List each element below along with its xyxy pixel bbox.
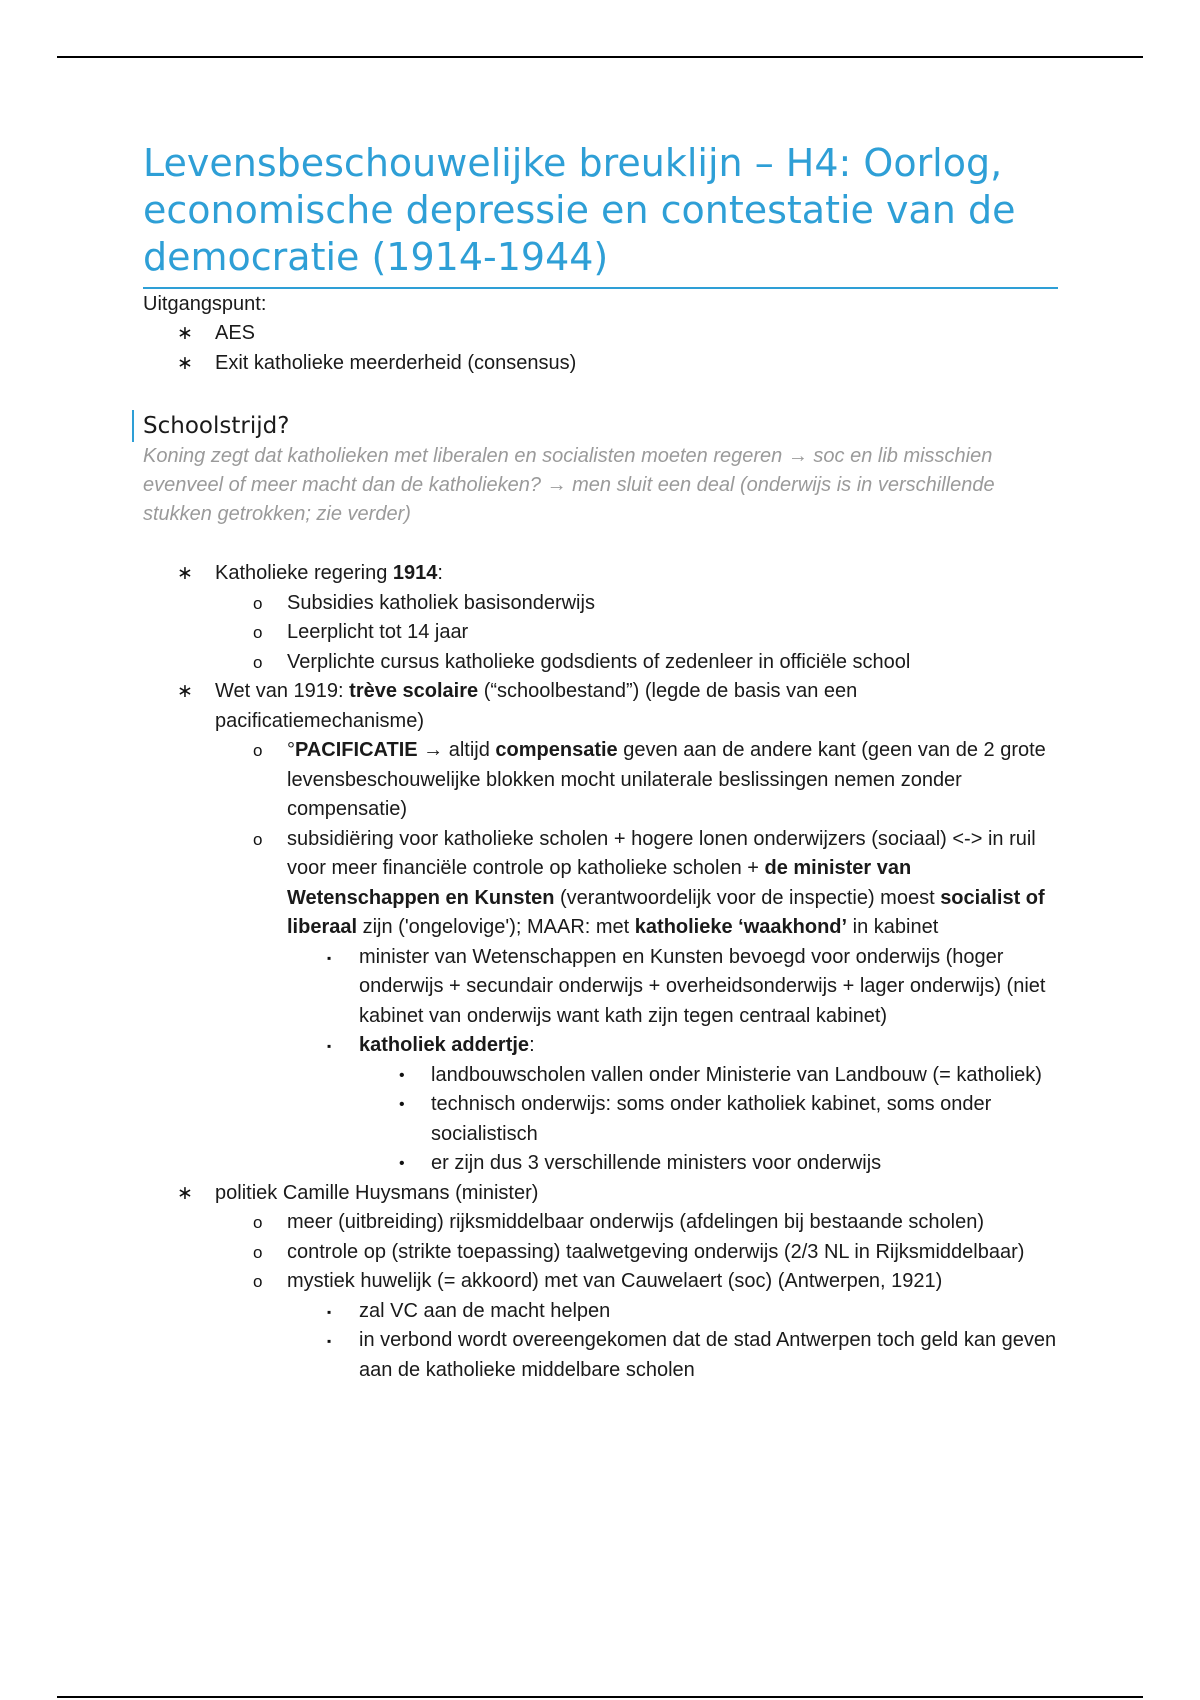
dot-bullet-icon: • — [399, 1096, 405, 1113]
asterisk-bullet-icon: ∗ — [177, 352, 193, 374]
circle-bullet-icon: o — [253, 1272, 263, 1291]
intro-list — [143, 319, 1058, 378]
list-item: ∗ AES — [143, 319, 1058, 349]
square-bullet-icon: ▪ — [327, 1334, 332, 1348]
list-item-pacificatie: o °PACIFICATIE → altijd compensatie geven aan de andere kant (geen van de 2 grote levensbeschouwelijke blokken mocht unilaterale beslissingen nemen zonder compensatie) — [215, 736, 1058, 825]
list-item-katholiek-addertje: ▪ katholiek addertje: • landbouwscholen vallen onder Ministerie van Landbouw (= katholiek) • technisch onderwijs: soms onder katholiek kabinet, soms onder socialistisch • er zijn dus 3 verschillende ministers voor onderwijs — [287, 1031, 1058, 1179]
dot-bullet-icon: • — [399, 1066, 405, 1084]
square-bullet-icon: ▪ — [327, 1039, 332, 1053]
list-item-katholieke-regering: ∗ Katholieke regering 1914: o Subsidies katholiek basisonderwijs o Leerplicht tot 14 jaar o Verplichte cursus katholieke godsdients of zedenleer in officiële school — [143, 559, 1058, 677]
circle-bullet-icon: o — [253, 593, 263, 613]
circle-bullet-icon: o — [253, 652, 263, 672]
list-item: o mystiek huwelijk (= akkoord) met van Cauwelaert (soc) (Antwerpen, 1921) ▪ zal VC aan de macht helpen ▪ in verbond wordt overeengekomen dat de stad Antwerpen toch geld kan geven aan de katholieke middelbare scholen — [215, 1267, 1058, 1385]
list-item: ▪ zal VC aan de macht helpen — [287, 1297, 1058, 1327]
circle-bullet-icon: o — [253, 623, 263, 642]
section-heading: Schoolstrijd? — [132, 410, 1058, 442]
document-body — [143, 140, 1058, 1385]
list-item: ▪ minister van Wetenschappen en Kunsten bevoegd voor onderwijs (hoger onderwijs + secundair onderwijs + overheidsonderwijs + lager onderwijs) (niet kabinet van onderwijs want kath zijn tegen centraal kabinet) — [287, 943, 1058, 1032]
asterisk-bullet-icon: ∗ — [177, 681, 193, 702]
list-item: • landbouwscholen vallen onder Ministerie van Landbouw (= katholiek) — [359, 1061, 1058, 1091]
main-list — [143, 559, 1058, 1385]
circle-bullet-icon: o — [253, 1213, 263, 1232]
dot-bullet-icon: • — [399, 1155, 405, 1172]
circle-bullet-icon: o — [253, 1242, 263, 1262]
list-item: • er zijn dus 3 verschillende ministers voor onderwijs — [359, 1149, 1058, 1179]
header-rule — [57, 56, 1143, 58]
list-item: o meer (uitbreiding) rijksmiddelbaar onderwijs (afdelingen bij bestaande scholen) — [215, 1208, 1058, 1238]
asterisk-bullet-icon: ∗ — [177, 323, 193, 344]
section-note: Koning zegt dat katholieken met liberalen en socialisten moeten regeren → soc en lib misschien evenveel of meer macht dan de katholieken? → men sluit een deal (onderwijs is in verschillende stukken getrokken; zie verder) — [143, 445, 995, 525]
footer-rule — [57, 1696, 1143, 1698]
list-item-subsidiering: o subsidiëring voor katholieke scholen + hogere lonen onderwijzers (sociaal) <-> in ruil voor meer financiële controle op katholieke scholen + de minister van Wetenschappen en Kunsten (verantwoordelijk voor de inspectie) moest socialist of liberaal zijn ('ongelovige'); MAAR: met katholieke ‘waakhond’ in kabinet ▪ minister van Wetenschappen en Kunsten bevoegd voor onderwijs (hoger onderwijs + secundair onderwijs + overheidsonderwijs + lager onderwijs) (niet kabinet van onderwijs want kath zijn tegen centraal kabinet) ▪ katholiek addertje: • landbouwscholen vallen onder Ministerie van Landbouw (= katholiek) • technisch onderwijs: soms onder katholiek kabinet, soms onder socialistisch • er zijn dus 3 verschillende ministers voor onderwijs — [215, 825, 1058, 1179]
list-item: o Subsidies katholiek basisonderwijs — [215, 589, 1058, 619]
list-item: o Verplichte cursus katholieke godsdients of zedenleer in officiële school — [215, 648, 1058, 678]
list-item: ▪ in verbond wordt overeengekomen dat de stad Antwerpen toch geld kan geven aan de katholieke middelbare scholen — [287, 1326, 1058, 1385]
list-item: o Leerplicht tot 14 jaar — [215, 618, 1058, 648]
list-item: • technisch onderwijs: soms onder katholiek kabinet, soms onder socialistisch — [359, 1090, 1058, 1149]
page-title: Levensbeschouwelijke breuklijn – H4: Oorlog, economische depressie en contestatie van de democratie (1914-1944) — [143, 140, 1058, 289]
list-item-huysmans: ∗ politiek Camille Huysmans (minister) o meer (uitbreiding) rijksmiddelbaar onderwijs (afdelingen bij bestaande scholen) o controle op (strikte toepassing) taalwetgeving onderwijs (2/3 NL in Rijksmiddelbaar) o mystiek huwelijk (= akkoord) met van Cauwelaert (soc) (Antwerpen, 1921) ▪ zal VC aan de macht helpen ▪ in verbond wordt overeengekomen dat de stad Antwerpen toch geld kan geven aan de katholieke middelbare scholen — [143, 1179, 1058, 1386]
intro-heading: Uitgangspunt: — [143, 293, 267, 315]
circle-bullet-icon: o — [253, 829, 263, 849]
square-bullet-icon: ▪ — [327, 1304, 332, 1319]
list-item: o controle op (strikte toepassing) taalwetgeving onderwijs (2/3 NL in Rijksmiddelbaar) — [215, 1238, 1058, 1268]
asterisk-bullet-icon: ∗ — [177, 1182, 193, 1204]
list-item-wet-1919: ∗ Wet van 1919: trève scolaire (“schoolbestand”) (legde de basis van een pacificatiemechanisme) o °PACIFICATIE → altijd compensatie geven aan de andere kant (geen van de 2 grote levensbeschouwelijke blokken mocht unilaterale beslissingen nemen zonder compensatie) o subsidiëring voor katholieke scholen + hogere lonen onderwijzers (sociaal) <-> in ruil voor meer financiële controle op katholieke scholen + de minister van Wetenschappen en Kunsten (verantwoordelijk voor de inspectie) moest socialist of liberaal zijn ('ongelovige'); MAAR: met katholieke ‘waakhond’ in kabinet ▪ minister van Wetenschappen en Kunsten bevoegd voor onderwijs (hoger onderwijs + secundair onderwijs + overheidsonderwijs + lager onderwijs) (niet kabinet van onderwijs want kath zijn tegen centraal kabinet) ▪ katholiek addertje: • landbouwscholen vallen onder Ministerie van Landbouw (= katholiek) • technisch onderwijs: soms onder katholiek kabinet, soms onder socialistisch • er zijn dus 3 verschillende ministers voor onderwijs — [143, 677, 1058, 1179]
circle-bullet-icon: o — [253, 741, 263, 760]
asterisk-bullet-icon: ∗ — [177, 563, 193, 584]
square-bullet-icon: ▪ — [327, 950, 332, 965]
list-item: ∗ Exit katholieke meerderheid (consensus) — [143, 349, 1058, 379]
